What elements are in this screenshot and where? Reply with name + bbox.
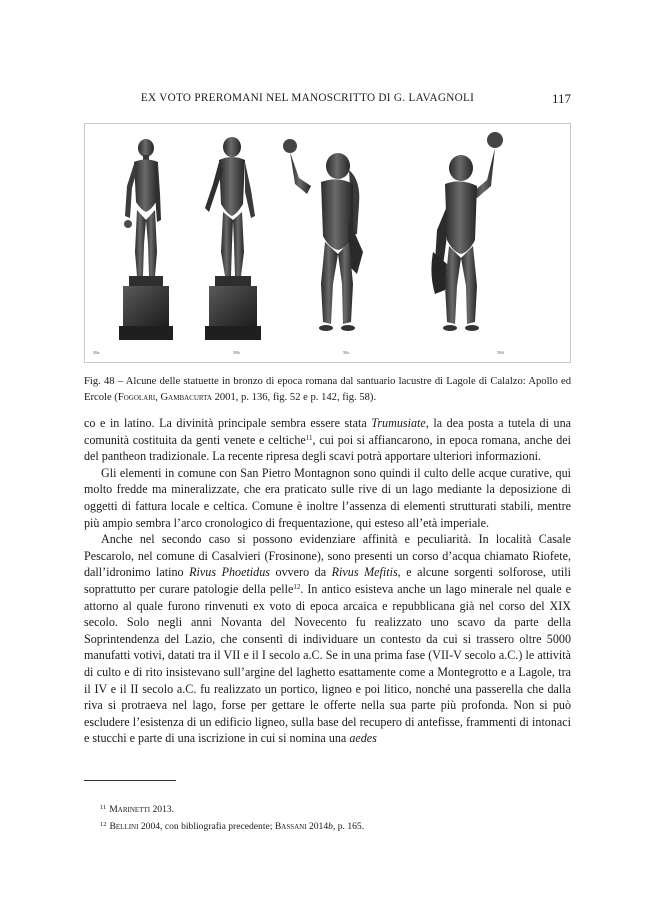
p3-text-c: , e alcune sorgenti solforose, utili soprattutto per curare patologie della pelle bbox=[84, 565, 572, 596]
footnote-page: , p. 165. bbox=[332, 820, 365, 832]
footnote-number: 12 bbox=[100, 820, 107, 828]
p3-river-2: Rivus Mefitis bbox=[331, 565, 398, 580]
running-title: EX VOTO PREROMANI NEL MANOSCRITTO DI G. LAVAGNOLI bbox=[140, 92, 475, 104]
panel-label-d: 58d bbox=[497, 350, 504, 355]
footnote-divider bbox=[84, 780, 176, 781]
footnote-author-2: Bassani bbox=[274, 820, 307, 832]
page-number: 117 bbox=[551, 91, 571, 106]
footnote-text: 2004, con bibliografia precedente; bbox=[138, 820, 275, 832]
footnote-ref-11[interactable]: 11 bbox=[305, 433, 313, 442]
p3-river-1: Rivus Phoetidus bbox=[189, 565, 270, 580]
caption-label: Fig. 48 – bbox=[84, 376, 126, 387]
footnote-11 bbox=[100, 801, 570, 818]
footnote-12 bbox=[100, 818, 570, 835]
figure-caption bbox=[84, 374, 571, 406]
statuette-hercules-front bbox=[283, 139, 363, 331]
footnote-text: 2013. bbox=[150, 804, 175, 815]
p1-deity-name: Trumusiate bbox=[371, 416, 426, 430]
running-header bbox=[84, 92, 571, 110]
statuette-hercules-back bbox=[431, 132, 503, 331]
panel-label-c: 58c bbox=[343, 350, 350, 355]
statuette-apollo-back bbox=[205, 137, 261, 340]
footnotes bbox=[100, 801, 570, 834]
p1-text-c: , cui poi si affiancarono, in epoca romana, anche dei del pantheon tradizionale. La recente ripresa degli scavi potrà apportare ulteriori informazioni. bbox=[84, 432, 571, 464]
panel-label-a: 58a bbox=[93, 350, 100, 355]
footnote-year-suffix: b bbox=[328, 820, 333, 832]
p1-text-a: co e in latino. La divinità principale sembra essere stata bbox=[84, 416, 372, 430]
paragraph-1 bbox=[84, 415, 571, 465]
footnote-author: Marinetti bbox=[109, 804, 151, 815]
p3-aedes: aedes bbox=[349, 731, 377, 746]
body-text bbox=[84, 415, 571, 747]
statuettes-photo bbox=[85, 124, 570, 362]
caption-separator: , bbox=[155, 392, 161, 403]
statuette-apollo-front bbox=[119, 139, 173, 340]
p3-text-d: . In antico esisteva anche un lago minerale nel quale e attorno al quale furono rinvenuti ex voto di epoca arcaica e repubblicana già nel corso del XIX secolo. Solo negli anni Novanta del Novecento fu realizzato uno scavo da parte della Soprintendenza del Lazio, che consentì di individuare un contesto da cui si trassero oltre 5000 manufatti votivi, datati tra il VII e il I secolo a.C. Se in una prima fase (VII-V secolo a.C.) le attività di culto e di rito insistevano sull’argine del laghetto esattamente come a Montegrotto e a Lagole, tra il IV e il II secolo a.C. fu realizzato un portico, ligneo e poi litico, nonché una passerella che dalla riva si protraeva nel lago, forse per gettare le offerte nella sua parte più profonda. Non si può escludere l’esistenza di un edificio ligneo, sulla base del recupero di antefisse, frammenti di intonaci e stucchi e parte di una iscrizione in cui si nomina una bbox=[84, 581, 571, 746]
caption-text: Alcune delle statuette in bronzo di epoca romana dal santuario lacustre di Lagole di Calalzo: Apollo ed Ercole ( bbox=[84, 376, 571, 403]
caption-rest: 2001, p. 136, fig. 52 e p. 142, fig. 58). bbox=[211, 392, 377, 403]
caption-author-2: Gambacurta bbox=[160, 392, 212, 403]
p3-text-a: Anche nel secondo caso si possono evidenziare affinità e peculiarità. In località Casale Pescarolo, nel comune di Casalvieri (Frosinone), sono presenti un corso d’acqua chiamato Riofete, dall’idronimo latino bbox=[84, 532, 571, 580]
paragraph-3 bbox=[84, 531, 571, 747]
footnote-number: 11 bbox=[100, 804, 107, 811]
footnote-ref-12[interactable]: 12 bbox=[293, 582, 301, 591]
footnote-author: Bellini bbox=[109, 820, 139, 832]
footnote-year: 2014 bbox=[306, 820, 329, 832]
paragraph-2: Gli elementi in comune con San Pietro Montagnon sono quindi il culto delle acque curative, qui molto fredde ma mineralizzate, che era praticato sulle rive di un lago mediante la deposizione di oggetti di fattura locale e celtica. Comune è inoltre l’assenza di elementi strutturati stabili, mentre più ampio sembra l’arco cronologico di frequentazione, qui esteso all’età imperiale. bbox=[84, 465, 571, 530]
figure-statuettes bbox=[84, 123, 571, 363]
p3-text-b: ovvero da bbox=[269, 565, 332, 580]
caption-author-1: Fogolari bbox=[117, 392, 156, 403]
p1-text-b: , la dea posta a tutela di una comunità costituita da genti venete e celtiche bbox=[84, 416, 571, 447]
panel-label-b: 58b bbox=[233, 350, 240, 355]
